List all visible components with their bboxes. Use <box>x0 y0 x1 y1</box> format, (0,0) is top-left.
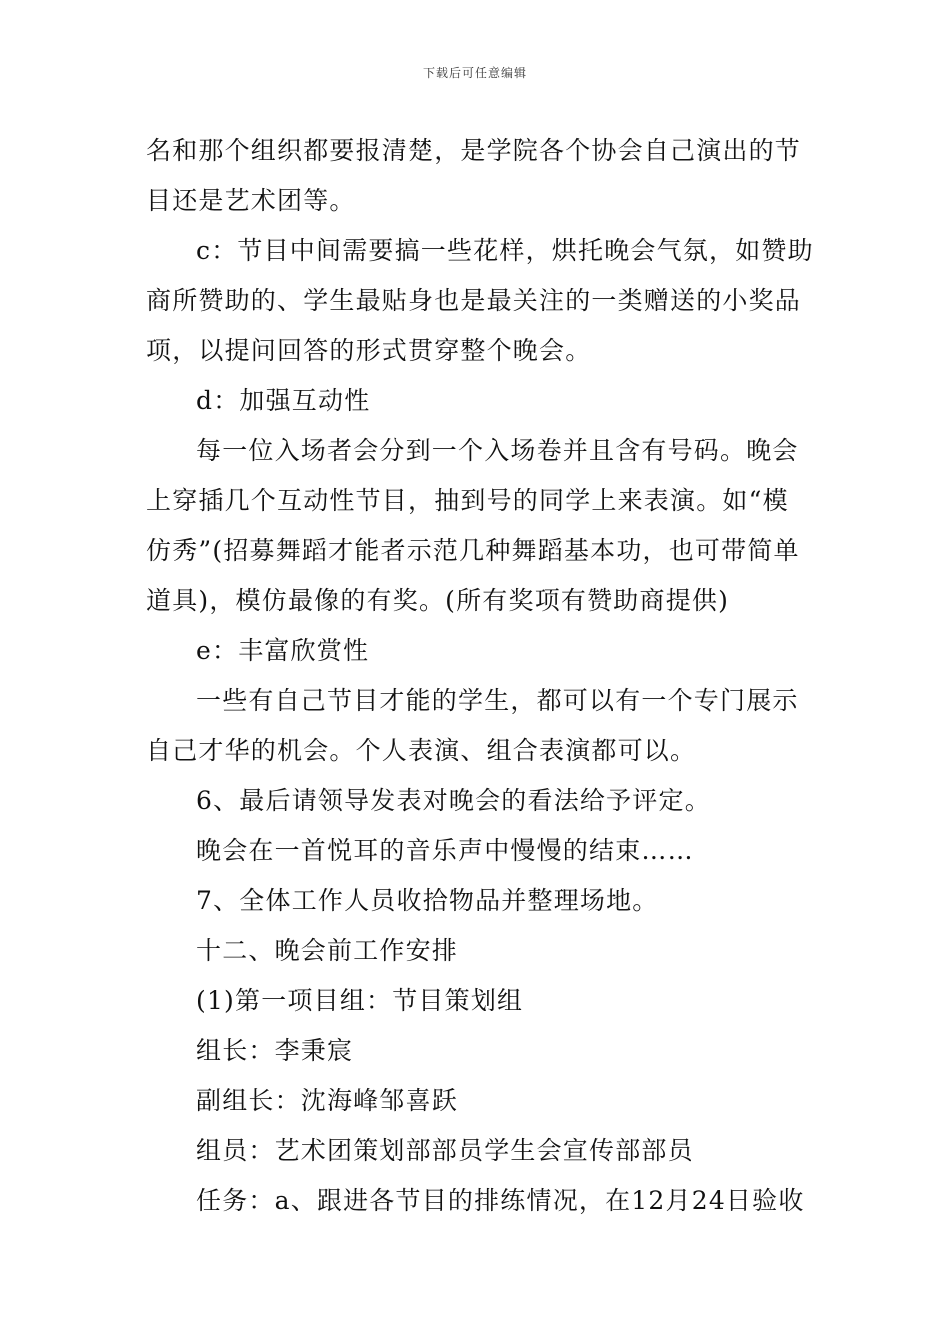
text-line: 6、最后请领导发表对晚会的看法给予评定。 <box>196 786 711 815</box>
text-line: 组员：艺术团策划部部员学生会宣传部部员 <box>196 1136 694 1165</box>
text-line: 7、全体工作人员收拾物品并整理场地。 <box>196 886 659 915</box>
text-line: 组长：李秉宸 <box>196 1036 354 1065</box>
text-line: 十二、晚会前工作安排 <box>196 936 459 965</box>
text-line: 目还是艺术团等。 <box>146 186 356 215</box>
text-line: c：节目中间需要搞一些花样，烘托晚会气氛，如赞助 <box>196 236 814 265</box>
document-body <box>146 126 814 1226</box>
text-line: 项，以提问回答的形式贯穿整个晚会。 <box>146 336 592 365</box>
text-line: 晚会在一首悦耳的音乐声中慢慢的结束…… <box>196 836 694 865</box>
text-line: 上穿插几个互动性节目，抽到号的同学上来表演。如“模 <box>146 486 789 515</box>
text-line: 副组长：沈海峰邹喜跃 <box>196 1086 459 1115</box>
text-line: (1)第一项目组：节目策划组 <box>196 986 524 1015</box>
text-line: e：丰富欣赏性 <box>196 636 370 665</box>
page-header: 下载后可任意编辑 <box>422 66 527 80</box>
text-line: 每一位入场者会分到一个入场卷并且含有号码。晚会 <box>196 436 799 465</box>
text-line: 自己才华的机会。个人表演、组合表演都可以。 <box>146 736 697 765</box>
text-line: d：加强互动性 <box>196 386 371 415</box>
text-line: 道具)，模仿最像的有奖。(所有奖项有赞助商提供) <box>146 586 730 615</box>
text-line: 仿秀”(招募舞蹈才能者示范几种舞蹈基本功，也可带简单 <box>146 536 800 565</box>
text-line: 名和那个组织都要报清楚，是学院各个协会自己演出的节 <box>146 136 802 165</box>
text-line: 一些有自己节目才能的学生，都可以有一个专门展示 <box>196 686 799 715</box>
text-line: 任务：a、跟进各节目的排练情况，在12月24日验收 <box>196 1186 805 1215</box>
text-line: 商所赞助的、学生最贴身也是最关注的一类赠送的小奖品 <box>146 286 802 315</box>
